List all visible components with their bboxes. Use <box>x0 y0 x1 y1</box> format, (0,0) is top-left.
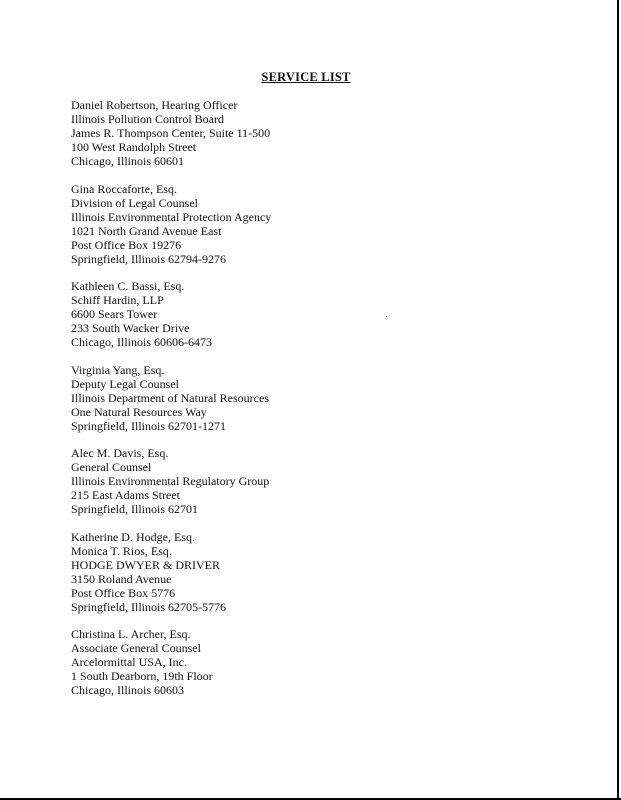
service-entry <box>71 182 571 266</box>
entry-line: Chicago, Illinois 60603 <box>71 683 184 697</box>
entry-line: Associate General Counsel <box>71 641 201 655</box>
entry-line: Division of Legal Counsel <box>71 195 198 210</box>
service-entry <box>71 530 571 614</box>
page-title: SERVICE LIST <box>261 70 351 84</box>
entry-line: One Natural Resources Way <box>71 404 207 419</box>
entry-line: Virginia Yang, Esq. <box>71 362 165 377</box>
entry-line: 233 South Wacker Drive <box>71 321 190 335</box>
entry-line: James R. Thompson Center, Suite 11-500 <box>71 126 271 140</box>
entry-line: Springfield, Illinois 62701-1271 <box>71 418 226 433</box>
entry-line: Daniel Robertson, Hearing Officer <box>71 98 238 112</box>
entry-line: Monica T. Rios, Esq. <box>71 543 172 558</box>
service-entry <box>71 98 571 168</box>
entry-line: 215 East Adams Street <box>71 488 180 502</box>
entry-line: Springfield, Illinois 62705-5776 <box>71 599 226 614</box>
service-entry <box>71 279 571 349</box>
entry-line: Post Office Box 19276 <box>71 237 182 252</box>
entry-line: 6600 Sears Tower <box>71 307 158 321</box>
entry-line: 100 West Randolph Street <box>71 140 197 154</box>
entry-line: Chicago, Illinois 60601 <box>71 154 184 168</box>
entry-line: Illinois Pollution Control Board <box>71 112 225 126</box>
entry-line: General Counsel <box>71 460 152 474</box>
entry-line: Illinois Environmental Protection Agency <box>71 209 272 224</box>
entry-line: 1 South Dearborn, 19th Floor <box>71 669 213 683</box>
entry-line: Springfield, Illinois 62794-9276 <box>71 251 226 266</box>
entry-line: 3150 Roland Avenue <box>71 571 172 586</box>
service-list <box>71 98 571 711</box>
entry-line: Illinois Environmental Regulatory Group <box>71 474 270 488</box>
entry-line: Kathleen C. Bassi, Esq. <box>71 279 185 293</box>
entry-line: Chicago, Illinois 60606-6473 <box>71 335 212 349</box>
entry-line: Gina Roccaforte, Esq. <box>71 181 177 196</box>
service-entry <box>71 446 571 516</box>
entry-line: Christina L. Archer, Esq. <box>71 627 191 641</box>
entry-line: Illinois Department of Natural Resources <box>71 390 269 405</box>
entry-line: Arcelormittal USA, Inc. <box>71 655 187 669</box>
entry-line: Post Office Box 5776 <box>71 585 176 600</box>
entry-line: Alec M. Davis, Esq. <box>71 446 169 460</box>
entry-line: 1021 North Grand Avenue East <box>71 223 222 238</box>
page-right-border <box>617 0 619 800</box>
entry-line: Schiff Hardin, LLP <box>71 293 164 307</box>
service-entry <box>71 363 571 433</box>
entry-line: Deputy Legal Counsel <box>71 376 179 391</box>
service-entry <box>71 627 571 697</box>
entry-line: Katherine D. Hodge, Esq. <box>71 529 195 544</box>
entry-line: Springfield, Illinois 62701 <box>71 502 198 516</box>
entry-line: HODGE DWYER & DRIVER <box>71 557 220 572</box>
